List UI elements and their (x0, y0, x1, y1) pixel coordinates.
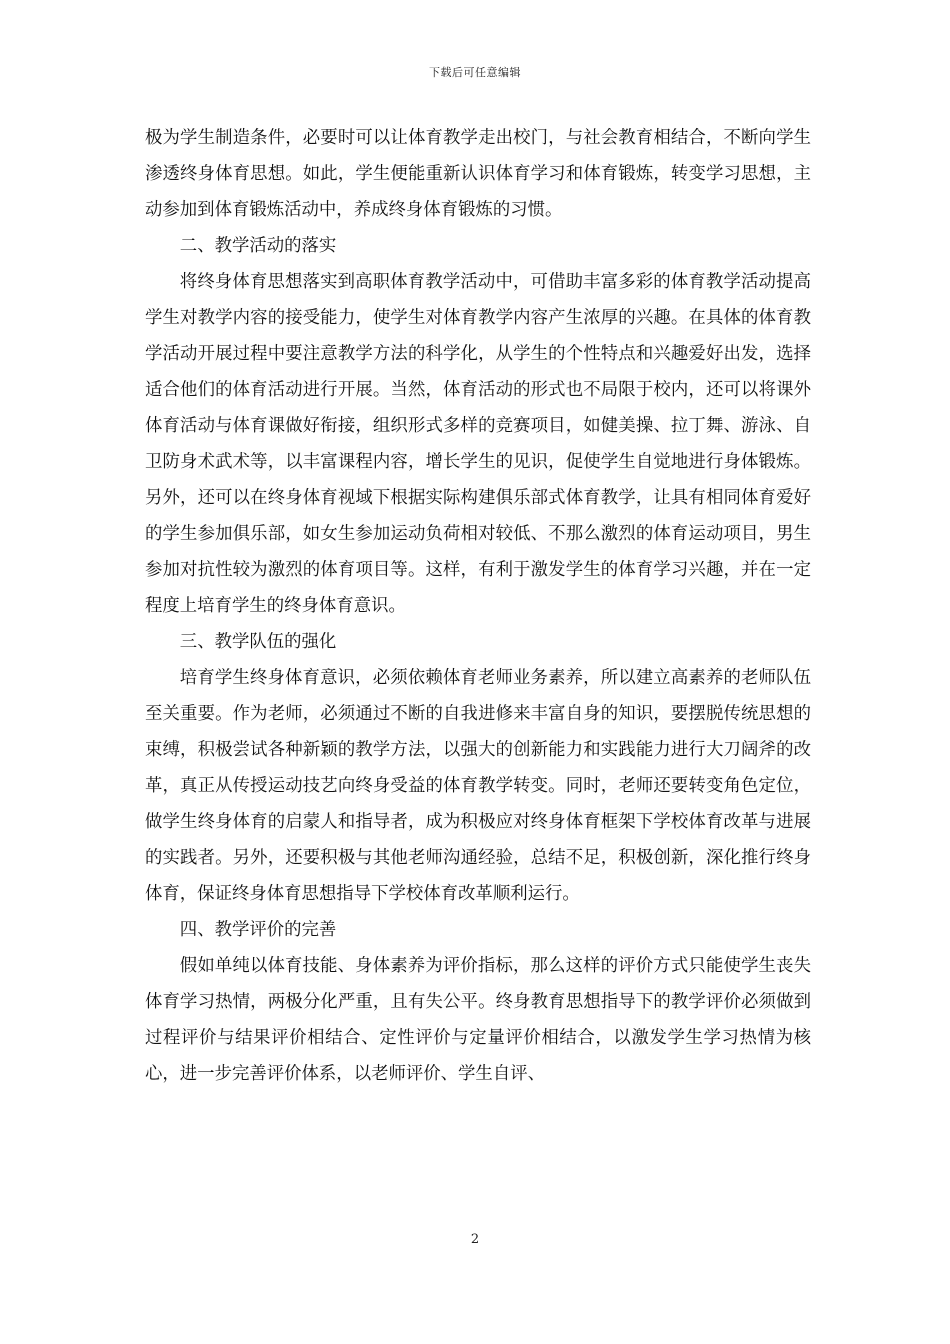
paragraph-teaching-staff: 培育学生终身体育意识，必须依赖体育老师业务素养，所以建立高素养的老师队伍至关重要。作为老师，必须通过不断的自我进修来丰富自身的知识，要摆脱传统思想的束缚，积极尝试各种新颖的教学方法，以强大的创新能力和实践能力进行大刀阔斧的改革，真正从传授运动技艺向终身受益的体育教学转变。同时，老师还要转变角色定位，做学生终身体育的启蒙人和指导者，成为积极应对终身体育框架下学校体育改革与进展的实践者。另外，还要积极与其他老师沟通经验，总结不足，积极创新，深化推行终身体育，保证终身体育思想指导下学校体育改革顺利运行。 (145, 668, 811, 904)
section-heading-teaching-activities: 二、教学活动的落实 (179, 236, 337, 256)
page-header: 下载后可任意编辑 (429, 66, 521, 79)
paragraph-continuation: 极为学生制造条件，必要时可以让体育教学走出校门，与社会教育相结合，不断向学生渗透终身体育思想。如此，学生便能重新认识体育学习和体育锻炼，转变学习思想，主动参加到体育锻炼活动中，养成终身体育锻炼的习惯。 (145, 128, 811, 220)
paragraph-teaching-evaluation: 假如单纯以体育技能、身体素养为评价指标，那么这样的评价方式只能使学生丧失体育学习热情，两极分化严重，且有失公平。终身教育思想指导下的教学评价必须做到过程评价与结果评价相结合、定性评价与定量评价相结合，以激发学生学习热情为核心，进一步完善评价体系，以老师评价、学生自评、 (145, 956, 811, 1084)
page-number: 2 (470, 1232, 480, 1247)
paragraph-teaching-activities: 将终身体育思想落实到高职体育教学活动中，可借助丰富多彩的体育教学活动提高学生对教学内容的接受能力，使学生对体育教学内容产生浓厚的兴趣。在具体的体育教学活动开展过程中要注意教学方法的科学化，从学生的个性特点和兴趣爱好出发，选择适合他们的体育活动进行开展。当然，体育活动的形式也不局限于校内，还可以将课外体育活动与体育课做好衔接，组织形式多样的竞赛项目，如健美操、拉丁舞、游泳、自卫防身术武术等，以丰富课程内容，增长学生的见识，促使学生自觉地进行身体锻炼。另外，还可以在终身体育视域下根据实际构建俱乐部式体育教学，让具有相同体育爱好的学生参加俱乐部，如女生参加运动负荷相对较低、不那么激烈的体育运动项目，男生参加对抗性较为激烈的体育项目等。这样，有利于激发学生的体育学习兴趣，并在一定程度上培育学生的终身体育意识。 (145, 272, 811, 616)
section-heading-teaching-evaluation: 四、教学评价的完善 (179, 920, 337, 940)
section-heading-teaching-staff: 三、教学队伍的强化 (179, 632, 337, 652)
document-body (145, 120, 811, 1092)
